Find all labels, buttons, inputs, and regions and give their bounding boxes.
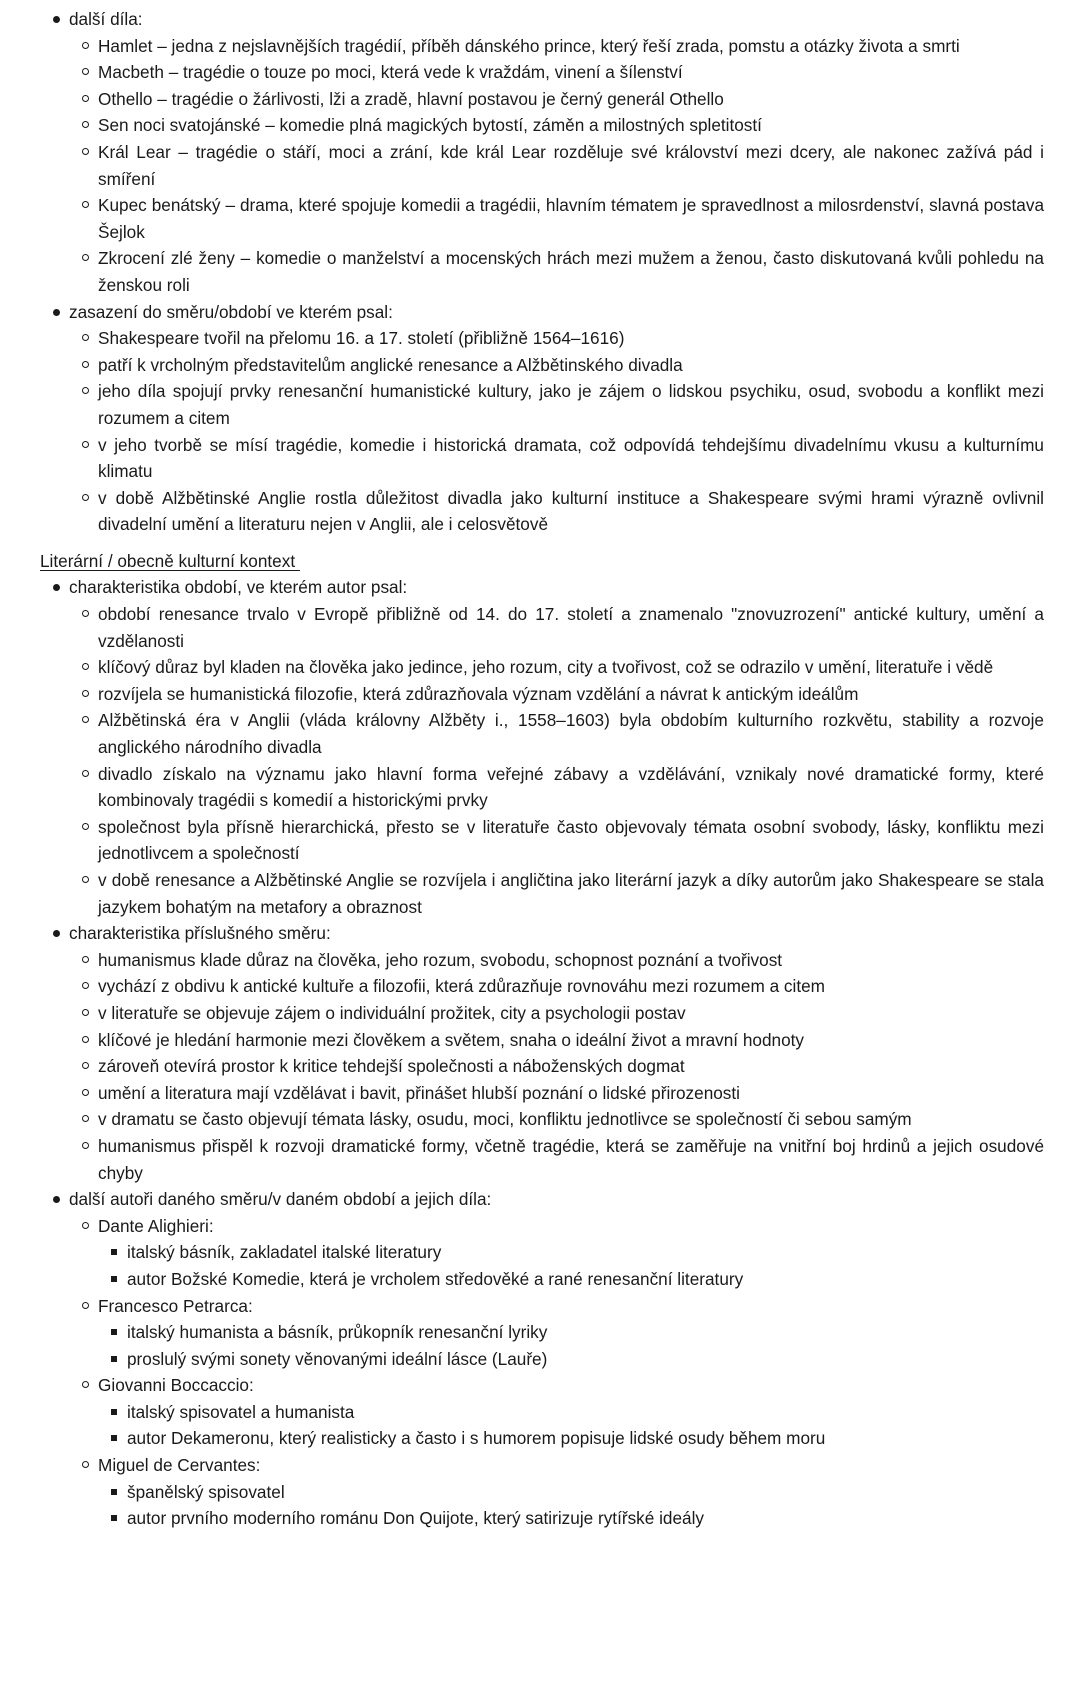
period-item: patří k vrcholným představitelům anglické renesance a Alžbětinského divadla — [98, 354, 683, 375]
heading-movement-characteristics: charakteristika příslušného směru: — [69, 923, 331, 944]
list-item — [69, 1053, 1044, 1080]
list-item — [98, 1266, 1044, 1293]
list-item-author — [69, 1372, 1044, 1452]
heading-other-authors: další autoři daného směru/v daném období a jejich díla: — [69, 1189, 492, 1210]
sublist-period-characteristics — [69, 601, 1044, 920]
list-item — [69, 1133, 1044, 1186]
list-item — [69, 139, 1044, 192]
list-item-other-authors — [40, 1186, 1044, 1532]
list-item — [98, 1239, 1044, 1266]
list-item — [69, 1000, 1044, 1027]
list-item — [69, 761, 1044, 814]
period-item: v jeho tvorbě se mísí tragédie, komedie i historická dramata, což odpovídá tehdejšímu divadelnímu vkusu a kulturnímu klimatu — [98, 434, 1044, 482]
author-note: proslulý svými sonety věnovanými ideální lásce (Lauře) — [127, 1348, 548, 1369]
author-name: Giovanni Boccaccio: — [98, 1375, 254, 1396]
list-works-context — [40, 6, 1044, 538]
characteristic-item: klíčový důraz byl kladen na člověka jako jedince, jeho rozum, city a tvořivost, což se odrazilo v umění, literatuře i vědě — [98, 657, 994, 678]
list-literary-context — [40, 574, 1044, 1531]
list-item — [69, 681, 1044, 708]
characteristic-item: Alžbětinská éra v Anglii (vláda královny Alžběty i., 1558–1603) byla obdobím kulturního rozkvětu, stability a rozvoje anglického národního divadla — [98, 710, 1044, 758]
work-macbeth: Macbeth – tragédie o touze po moci, která vede k vraždám, vinení a šílenství — [98, 62, 683, 83]
list-item-movement-characteristics — [40, 920, 1044, 1186]
list-item — [69, 601, 1044, 654]
author-name: Francesco Petrarca: — [98, 1295, 253, 1316]
list-item — [69, 59, 1044, 86]
author-name: Dante Alighieri: — [98, 1215, 214, 1236]
sublist-movement-characteristics — [69, 947, 1044, 1186]
list-item — [69, 1080, 1044, 1107]
author-note: španělský spisovatel — [127, 1481, 285, 1502]
heading-period: zasazení do směru/období ve kterém psal: — [69, 301, 393, 322]
movement-item: humanismus přispěl k rozvoji dramatické formy, včetně tragédie, která se zaměřuje na vnitřní boj hrdinů a jejich osudové chyby — [98, 1135, 1044, 1183]
list-item-other-works — [40, 6, 1044, 299]
period-item: Shakespeare tvořil na přelomu 16. a 17. století (přibližně 1564–1616) — [98, 328, 625, 349]
list-item — [69, 867, 1044, 920]
list-item — [69, 192, 1044, 245]
list-item — [69, 325, 1044, 352]
list-item — [69, 654, 1044, 681]
author-notes — [98, 1319, 1044, 1372]
characteristic-item: divadlo získalo na významu jako hlavní forma veřejné zábavy a vzdělávání, vznikaly nové dramatické formy, které kombinovaly tragédii s komedií a historickými prvky — [98, 763, 1044, 811]
heading-period-characteristics: charakteristika období, ve kterém autor psal: — [69, 577, 408, 598]
author-note: italský humanista a básník, průkopník renesanční lyriky — [127, 1322, 548, 1343]
list-item — [69, 485, 1044, 538]
list-item — [98, 1399, 1044, 1426]
list-item — [69, 947, 1044, 974]
movement-item: klíčové je hledání harmonie mezi člověkem a světem, snaha o ideální život a mravní hodnoty — [98, 1029, 805, 1050]
author-notes — [98, 1479, 1044, 1532]
characteristic-item: společnost byla přísně hierarchická, přesto se v literatuře často objevovaly témata osobní svobody, lásky, konfliktu mezi jednotlivcem a společností — [98, 816, 1044, 864]
characteristic-item: období renesance trvalo v Evropě přibližně od 14. do 17. století a znamenalo "znovuzrození" antické kultury, umění a vzdělanosti — [98, 604, 1044, 651]
author-note: autor Dekameronu, který realisticky a často i s humorem popisuje lidské osudy během moru — [127, 1428, 826, 1449]
section-title-literary-context: Literární / obecně kulturní kontext — [40, 550, 300, 571]
sublist-authors — [69, 1213, 1044, 1532]
list-item — [98, 1479, 1044, 1506]
work-hamlet: Hamlet – jedna z nejslavnějších tragédií, příběh dánského prince, který řeší zrada, pomstu a otázky života a smrti — [98, 35, 960, 56]
work-midsummer: Sen noci svatojánské – komedie plná magických bytostí, záměn a milostných spletitostí — [98, 115, 762, 136]
list-item-author — [69, 1213, 1044, 1293]
list-item — [98, 1505, 1044, 1532]
characteristic-item: v době renesance a Alžbětinské Anglie se rozvíjela i angličtina jako literární jazyk a díky autorům jako Shakespeare se stala jazykem bohatým na metafory a obraznost — [98, 870, 1044, 917]
movement-item: umění a literatura mají vzdělávat i bavit, přinášet hlubší poznání o lidské přirozenosti — [98, 1082, 740, 1103]
list-item — [98, 1319, 1044, 1346]
list-item — [69, 432, 1044, 485]
list-item — [69, 352, 1044, 379]
author-note: italský spisovatel a humanista — [127, 1401, 355, 1422]
list-item — [69, 973, 1044, 1000]
work-king-lear: Král Lear – tragédie o stáří, moci a zrání, kde král Lear rozděluje své království mezi dcery, ale nakonec zažívá pád i smíření — [98, 141, 1044, 189]
author-note: autor prvního moderního románu Don Quijote, který satirizuje rytířské ideály — [127, 1508, 704, 1529]
author-notes — [98, 1239, 1044, 1292]
characteristic-item: rozvíjela se humanistická filozofie, která zdůrazňovala význam vzdělání a návrat k antickým ideálům — [98, 683, 859, 704]
work-othello: Othello – tragédie o žárlivosti, lži a zradě, hlavní postavou je černý generál Othello — [98, 88, 724, 109]
period-item: v době Alžbětinské Anglie rostla důležitost divadla jako kulturní instituce a Shakespeare svými hrami výrazně ovlivnil divadelní umění a literaturu nejen v Anglii, ale i celosvětově — [98, 487, 1044, 535]
sublist-other-works — [69, 33, 1044, 299]
list-item — [98, 1346, 1044, 1373]
movement-item: zároveň otevírá prostor k kritice tehdejší společnosti a náboženských dogmat — [98, 1056, 685, 1077]
movement-item: vychází z obdivu k antické kultuře a filozofii, která zdůrazňuje rovnováhu mezi rozumem a citem — [98, 976, 825, 997]
movement-item: v literatuře se objevuje zájem o individuální prožitek, city a psychologii postav — [98, 1002, 686, 1023]
list-item — [69, 1027, 1044, 1054]
list-item — [69, 378, 1044, 431]
list-item — [69, 707, 1044, 760]
author-note: autor Božské Komedie, která je vrcholem středověké a rané renesanční literatury — [127, 1268, 744, 1289]
list-item-author — [69, 1452, 1044, 1532]
list-item — [69, 33, 1044, 60]
sublist-period — [69, 325, 1044, 538]
list-item — [69, 86, 1044, 113]
movement-item: humanismus klade důraz na člověka, jeho rozum, svobodu, schopnost poznání a tvořivost — [98, 949, 783, 970]
movement-item: v dramatu se často objevují témata lásky, osudu, moci, konfliktu jednotlivce se společností či sebou samým — [98, 1109, 912, 1130]
author-note: italský básník, zakladatel italské literatury — [127, 1242, 442, 1263]
work-merchant-of-venice: Kupec benátský – drama, které spojuje komedii a tragédii, hlavním tématem je spravedlnost a milosrdenství, slavná postava Šejlok — [98, 195, 1044, 242]
list-item-period-characteristics — [40, 574, 1044, 920]
list-item-period — [40, 299, 1044, 538]
work-taming-of-the-shrew: Zkrocení zlé ženy – komedie o manželství a mocenských hrách mezi mužem a ženou, často diskutovaná kvůli pohledu na ženskou roli — [98, 248, 1044, 295]
heading-other-works: další díla: — [69, 9, 143, 29]
list-item — [69, 814, 1044, 867]
list-item — [69, 245, 1044, 298]
author-name: Miguel de Cervantes: — [98, 1455, 261, 1476]
list-item — [69, 112, 1044, 139]
list-item-author — [69, 1293, 1044, 1373]
period-item: jeho díla spojují prvky renesanční humanistické kultury, jako je zájem o lidskou psychiku, osud, svobodu a konflikt mezi rozumem a citem — [98, 381, 1044, 428]
list-item — [98, 1425, 1044, 1452]
list-item — [69, 1106, 1044, 1133]
author-notes — [98, 1399, 1044, 1452]
